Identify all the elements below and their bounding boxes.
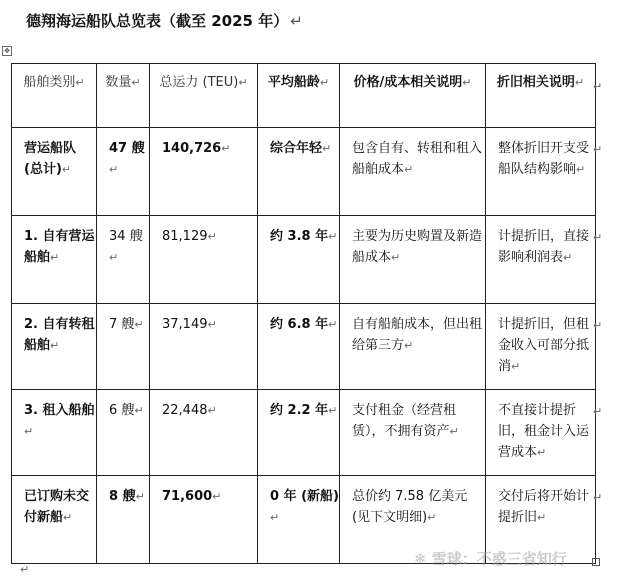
cell-cost-note: 包含自有、转租和租入船舶成本↵ [340,128,486,216]
cell-quantity: 6 艘↵ [97,390,150,476]
cell-depreciation-note: 计提折旧，但租金收入可部分抵消↵ [486,304,596,390]
cell-quantity: 34 艘↵ [97,216,150,304]
cell-depreciation-note: 计提折旧，直接影响利润表↵ [486,216,596,304]
cell-capacity: 140,726↵ [150,128,258,216]
cell-category: 已订购未交付新船↵ [12,476,97,564]
cell-depreciation-note: 交付后将开始计提折旧↵ [486,476,596,564]
paragraph-end-mark: ↵ [20,563,30,576]
cell-quantity: 8 艘↵ [97,476,150,564]
cell-depreciation-note: 整体折旧开支受船队结构影响↵ [486,128,596,216]
header-cell-cost-note: 价格/成本相关说明↵ [340,64,486,128]
row-end-mark: ↵ [593,491,603,504]
cell-category: 3. 租入船舶↵ [12,390,97,476]
header-cell-age: 平均船龄↵ [258,64,340,128]
cell-cost-note: 自有船舶成本，但出租给第三方↵ [340,304,486,390]
cell-capacity: 37,149↵ [150,304,258,390]
cell-age: 约 3.8 年↵ [258,216,340,304]
cell-category: 营运船队 (总计)↵ [12,128,97,216]
row-end-mark: ↵ [593,143,603,156]
page-title: 德翔海运船队总览表（截至 2025 年） ↵ [26,12,303,30]
table-row [12,390,596,476]
cell-age: 综合年轻↵ [258,128,340,216]
row-end-mark: ↵ [593,319,603,332]
cell-category: 1. 自有营运船舶↵ [12,216,97,304]
cell-age: 约 6.8 年↵ [258,304,340,390]
row-end-mark: ↵ [593,80,603,93]
row-end-mark: ↵ [593,231,603,244]
table-anchor-icon[interactable]: ✥ [2,46,12,56]
cell-age: 约 2.2 年↵ [258,390,340,476]
cell-quantity: 7 艘↵ [97,304,150,390]
table-row [12,128,596,216]
watermark: ❄ 雪球：不惑三省知行 [414,550,567,568]
header-cell-depreciation-note: 折旧相关说明↵ [486,64,596,128]
header-cell-category: 船舶类别↵ [12,64,97,128]
cell-cost-note: 主要为历史购置及新造船成本↵ [340,216,486,304]
table-row [12,304,596,390]
fleet-overview-table [11,63,596,564]
row-end-mark: ↵ [593,405,603,418]
cell-category: 2. 自有转租船舶↵ [12,304,97,390]
cell-capacity: 22,448↵ [150,390,258,476]
cell-cost-note: 总价约 7.58 亿美元 (见下文明细)↵ [340,476,486,564]
table-resize-handle[interactable] [592,558,600,566]
table-row [12,216,596,304]
header-cell-capacity: 总运力 (TEU)↵ [150,64,258,128]
cell-depreciation-note: 不直接计提折旧，租金计入运营成本↵ [486,390,596,476]
cell-age: 0 年 (新船)↵ [258,476,340,564]
cell-capacity: 81,129↵ [150,216,258,304]
cell-quantity: 47 艘↵ [97,128,150,216]
header-cell-quantity: 数量↵ [97,64,150,128]
table-header-row [12,64,596,128]
cell-capacity: 71,600↵ [150,476,258,564]
cell-cost-note: 支付租金（经营租赁），不拥有资产↵ [340,390,486,476]
